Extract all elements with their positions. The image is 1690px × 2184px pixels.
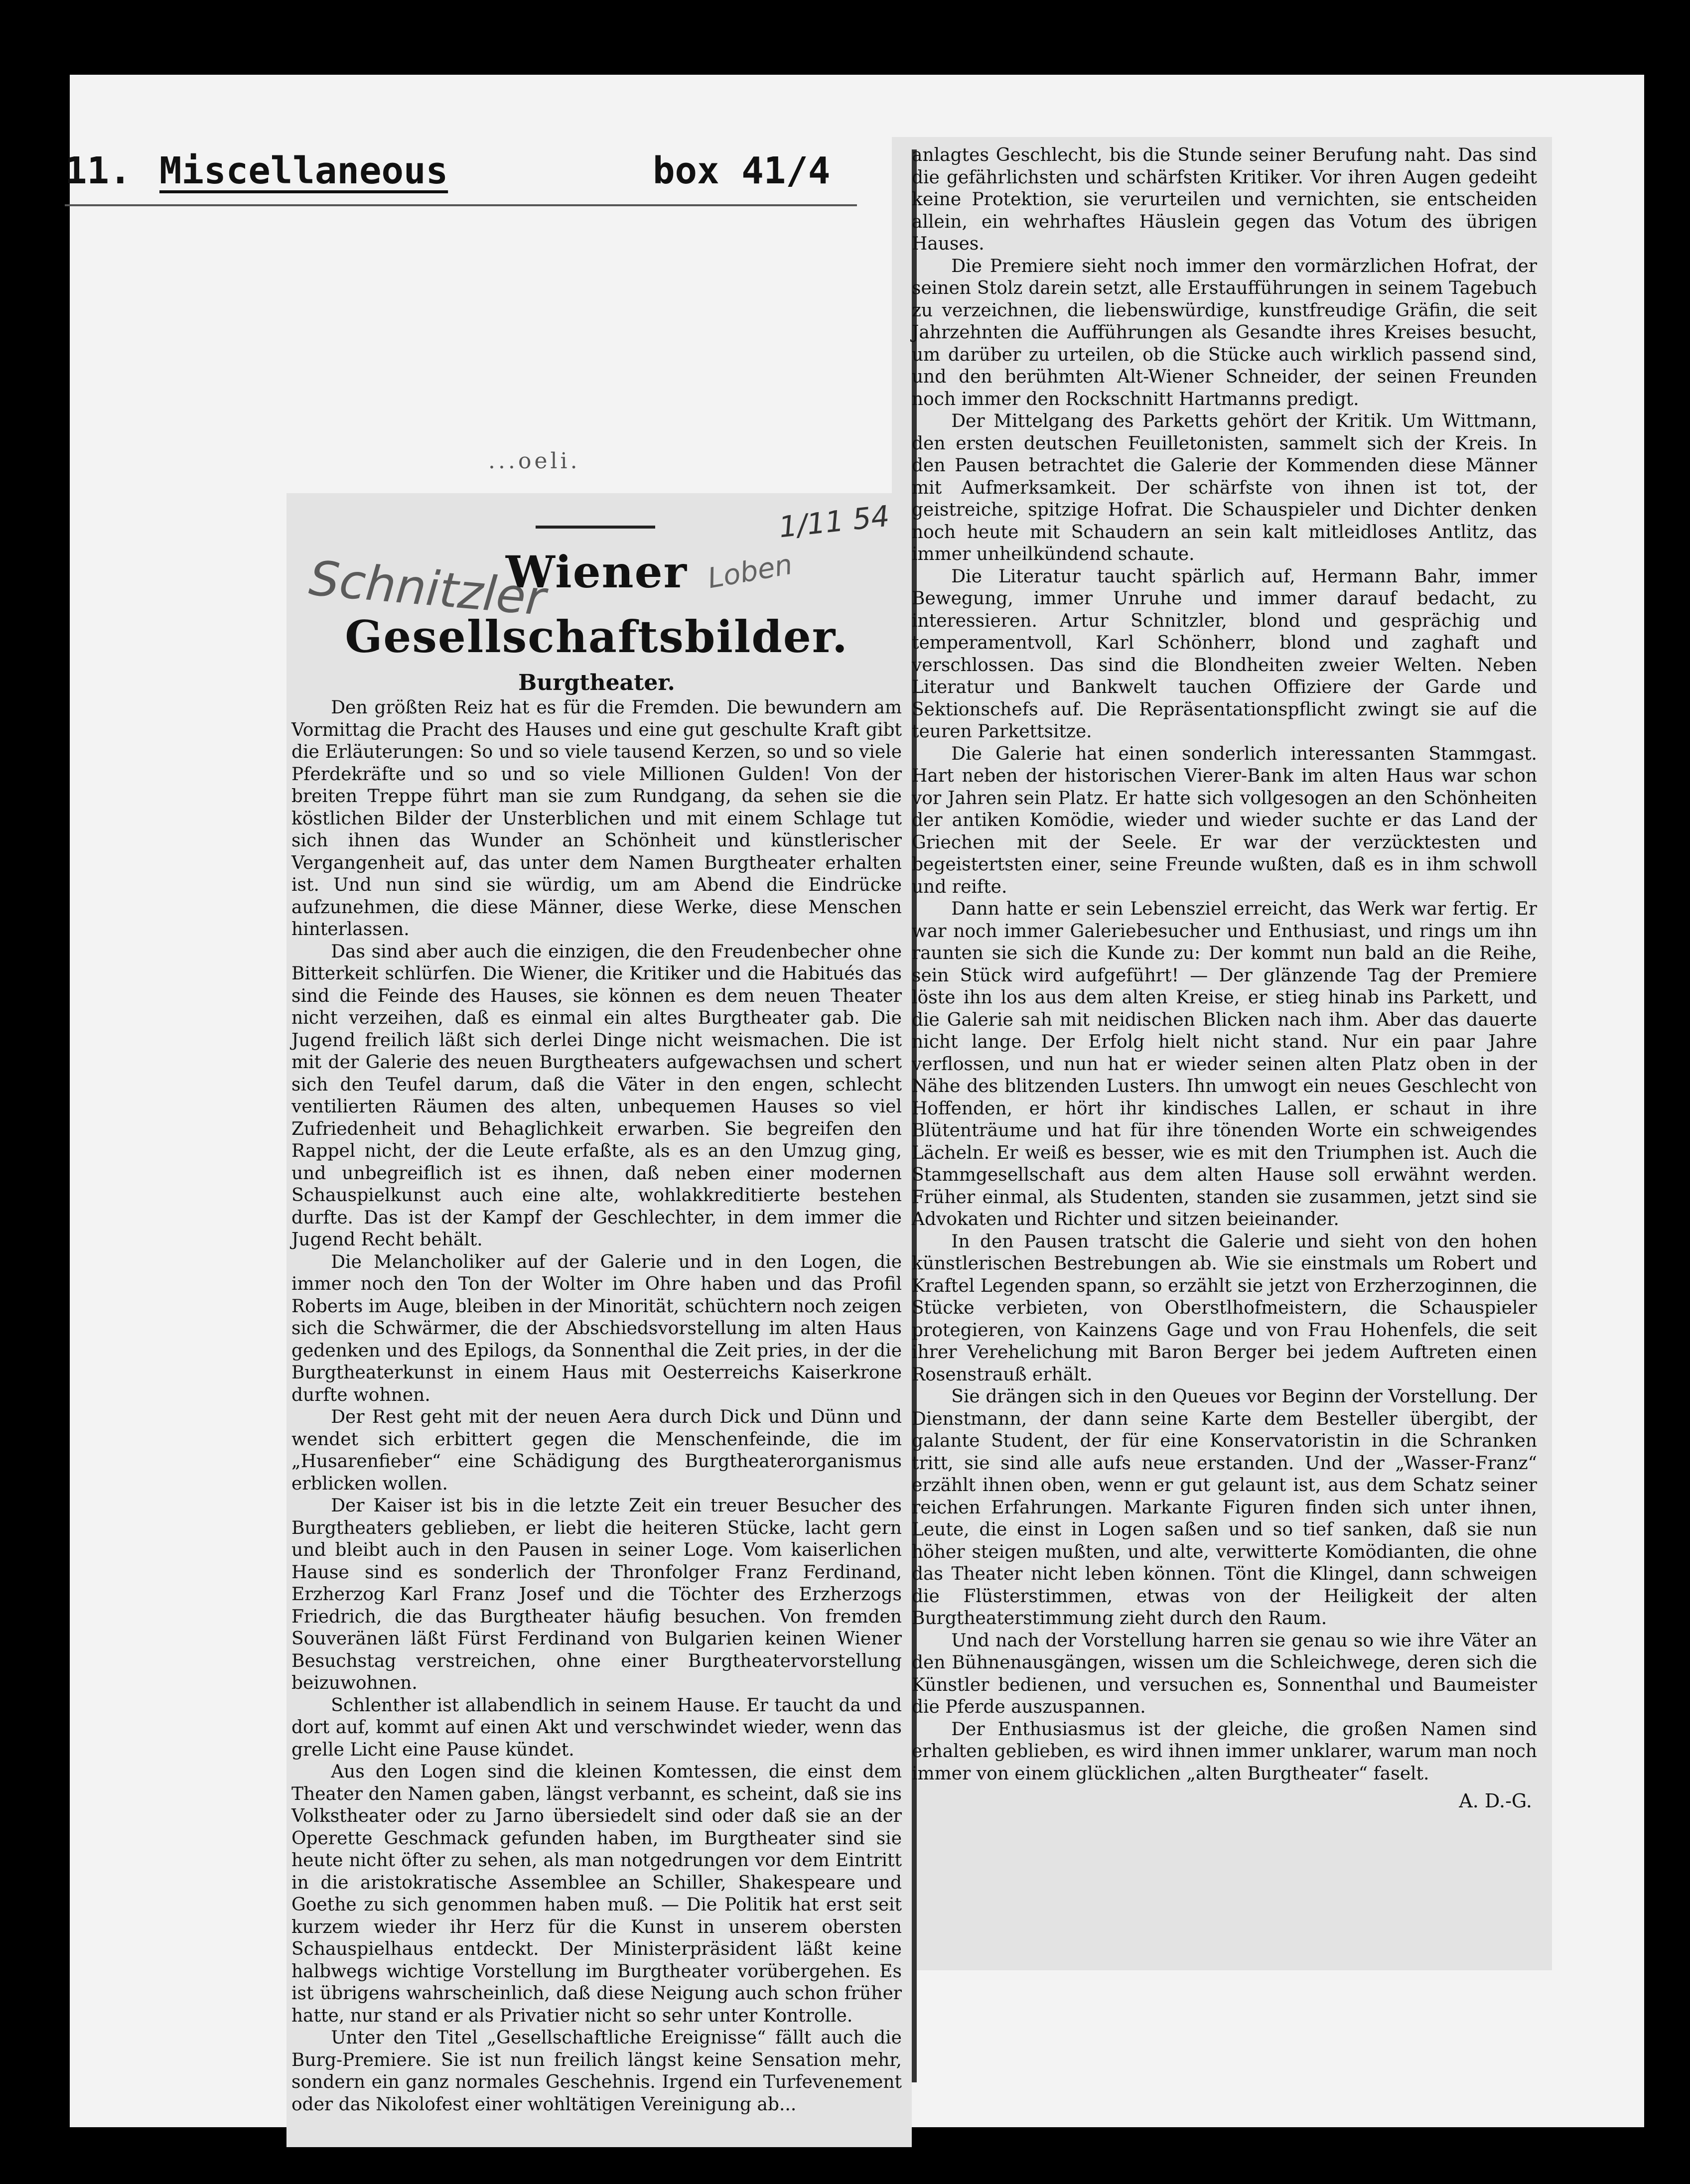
pencil-annotation-name: Schnitzler	[307, 550, 548, 627]
header-box-label: box 41/4	[653, 149, 831, 192]
header-category: Miscellaneous	[159, 149, 448, 192]
newspaper-stamp: ...oeli.	[488, 448, 580, 474]
archive-header	[65, 149, 857, 206]
paragraph: Der Enthusiasmus ist der gleiche, die großen Namen sind erhalten geblieben, es wird ihnen immer unklarer, warum man noch immer von einem glücklichen „alten Burgtheater“ faselt.	[912, 1719, 1537, 1784]
left-article-column	[291, 499, 902, 2116]
paragraph: Und nach der Vorstellung harren sie genau so wie ihre Väter an den Bühnenausgängen, wissen um die Schleichwege, deren sich die Künstler bedienen, und versuchen es, Sonnenthal und Baumeister die Pferde auszuspannen.	[912, 1630, 1537, 1717]
handwritten-date: 1/11 54	[777, 499, 891, 545]
paragraph: anlagtes Geschlecht, bis die Stunde seiner Berufung naht. Das sind die gefährlichsten und schärfsten Kritiker. Vor ihren Augen gedeiht keine Protektion, sie verurteilen und vernichten, sie entscheiden allein, ein wehrhaftes Häuslein gegen das Votum des übrigen Hauses.	[912, 145, 1537, 254]
author-signature: A. D.-G.	[1459, 1790, 1532, 1812]
paragraph: In den Pausen tratscht die Galerie und sieht von den hohen künstlerischen Bestrebungen ab. Wie sie einstmals um Robert und Kraftel Legenden spann, so erzählt sie jetzt von Erzherzoginnen, die Stücke verbieten, von Oberstlhofmeistern, die Schauspieler protegieren, von Kainzens Gage und von Frau Hohenfels, die seit ihrer Verehelichung mit Baron Berger bei jedem Auftreten einen Rosenstrauß erhält.	[912, 1231, 1537, 1385]
paragraph: Das sind aber auch die einzigen, die den Freudenbecher ohne Bitterkeit schlürfen. Die Wiener, die Kritiker und die Habitués das sind die Feinde des Hauses, sie können es dem neuen Theater nicht verzeihen, daß es einmal ein altes Burgtheater gab. Die Jugend freilich läßt sich derlei Dinge nicht weismachen. Die ist mit der Galerie des neuen Burgtheaters aufgewachsen und schert sich den Teufel darum, daß die Väter in den engen, schlecht ventilierten Räumen des alten, unbequemen Hauses so viel Zufriedenheit und Behaglichkeit erwarben. Sie begreifen den Rappel nicht, der die Leute erfaßte, als es an den Umzug ging, und unbegreiflich ist es ihnen, daß neben einer modernen Schauspielkunst auch eine alte, wohlakkreditierte bestehen durfte. Das ist der Kampf der Geschlechter, in dem immer die Jugend Recht behält.	[291, 941, 902, 1250]
paragraph: Der Mittelgang des Parketts gehört der Kritik. Um Wittmann, den ersten deutschen Feuilletonisten, sammelt sich der Kreis. In den Pausen betrachtet die Galerie der Kommenden diese Männer mit Aufmerksamkeit. Der schärfste von ihnen ist tot, der geistreiche, spitzige Hofrat. Die Schauspieler und Dichter denken noch heute mit Schaudern an sein kalt mitleidloses Antlitz, das immer unheilkündend schaute.	[912, 411, 1537, 564]
paragraph: Sie drängen sich in den Queues vor Beginn der Vorstellung. Der Dienstmann, der dann seine Karte dem Besteller übergibt, der galante Student, der für eine Konservatoristin in die Schranken tritt, sie sind alle aufs neue erstanden. Und der „Wasser-Franz“ erzählt ihnen oben, wenn er gut gelaunt ist, aus dem Schatz seiner reichen Erfahrungen. Markante Figuren finden sich unter ihnen, Leute, die einst in Logen saßen und so tief sanken, daß sie nun höher steigen mußten, und alte, verwitterte Komödianten, die ohne das Theater nicht leben können. Tönt die Klingel, dann schweigen die Flüsterstimmen, etwas von der Heiligkeit der alten Burgtheaterstimmung zieht durch den Raum.	[912, 1386, 1537, 1629]
article-subtitle: Burgtheater.	[518, 670, 675, 695]
title-rule	[536, 526, 655, 529]
article-title: Wiener Gesellschaftsbilder.	[345, 546, 848, 663]
pencil-annotation-location: Loben	[705, 548, 795, 595]
paragraph: Die Galerie hat einen sonderlich interessanten Stammgast. Hart neben der historischen Vierer-Bank im alten Haus war schon vor Jahren sein Platz. Er hatte sich vollgesogen an den Schönheiten der antiken Komödie, wieder und wieder suchte er das Land der Griechen mit der Seele. Er war der verzücktesten und begeistertsten einer, seine Freunde wußten, daß es in ihm schwoll und reifte.	[912, 743, 1537, 897]
paragraph: Dann hatte er sein Lebensziel erreicht, das Werk war fertig. Er war noch immer Galeriebesucher und Enthusiast, und rings um ihn raunten sie sich die Kunde zu: Der kommt nun bald an die Reihe, sein Stück wird aufgeführt! — Der glänzende Tag der Premiere löste ihn los aus dem alten Kreise, er stieg hinab ins Parkett, und die Galerie sah mit neidischen Blicken nach ihm. Aber das dauerte nicht lange. Der Erfolg hielt nicht stand. Nur ein paar Jahre verflossen, und nun hat er wieder seinen alten Platz oben in der Nähe des blitzenden Lusters. Ihn umwogt ein neues Geschlecht von Hoffenden, er hört ihr kindisches Lallen, er schaut in ihre Blütenträume und hat für ihre tönenden Worte ein schweigendes Lächeln. Er weiß es besser, wie es mit den Triumphen ist. Auch die Stammgesellschaft aus dem alten Hause soll erwähnt werden. Früher einmal, als Studenten, standen sie zusammen, jetzt sind sie Advokaten und Richter und sitzen beieinander.	[912, 899, 1537, 1229]
paragraph: Den größten Reiz hat es für die Fremden. Die bewundern am Vormittag die Pracht des Hauses und eine gut geschulte Kraft gibt die Erläuterungen: So und so viele tausend Kerzen, so und so viele Pferdekräfte und so und so viele Millionen Gulden! Von der breiten Treppe führt man sie zum Rundgang, da sehen sie die köstlichen Bilder der Unsterblichen und mit einem Schlage tut sich ihnen das Wunder an Schönheit und künstlerischer Vergangenheit auf, das unter dem Namen Burgtheater erhalten ist. Und nun sind sie würdig, um am Abend die Eindrücke aufzunehmen, die diese Männer, diese Werke, diese Menschen hinterlassen.	[291, 697, 902, 940]
paragraph: Schlenther ist allabendlich in seinem Hause. Er taucht da und dort auf, kommt auf einen Akt und verschwindet wieder, wenn das grelle Licht eine Pause kündet.	[291, 1695, 902, 1760]
right-article-column	[912, 144, 1537, 1812]
paragraph: Der Rest geht mit der neuen Aera durch Dick und Dünn und wendet sich erbittert gegen die Menschenfeinde, die im „Husarenfieber“ eine Schädigung des Burgtheaterorganismus erblicken wollen.	[291, 1407, 902, 1494]
paragraph: Die Literatur taucht spärlich auf, Hermann Bahr, immer Bewegung, immer Unruhe und immer darauf bedacht, zu interessieren. Artur Schnitzler, blond und gesprächig und temperamentvoll, Karl Schönherr, blond und zaghaft und verschlossen. Das sind die Blondheiten zweier Welten. Neben Literatur und Bankwelt tauchen Offiziere der Garde und Sektionschefs auf. Die Repräsentationspflicht zwingt sie auf die teuren Parkettsitze.	[912, 566, 1537, 742]
paragraph: Die Premiere sieht noch immer den vormärzlichen Hofrat, der seinen Stolz darein setzt, alle Erstaufführungen in seinem Tagebuch zu verzeichnen, die liebenswürdige, kunstfreudige Gräfin, die seit Jahrzehnten die Aufführungen als Gesandte ihres Kreises besucht, um darüber zu urteilen, ob die Stücke auch wirklich passend sind, und den berühmten Alt-Wiener Schneider, der seinen Freunden noch immer den Rockschnitt Hartmanns predigt.	[912, 256, 1537, 410]
paragraph: Unter den Titel „Gesellschaftliche Ereignisse“ fällt auch die Burg-Premiere. Sie ist nun freilich längst keine Sensation mehr, sondern ein ganz normales Geschehnis. Irgend ein Turfevenement oder das Nikolofest einer wohltätigen Vereinigung ab...	[291, 2028, 902, 2115]
header-number: 11.	[65, 149, 132, 192]
paragraph: Die Melancholiker auf der Galerie und in den Logen, die immer noch den Ton der Wolter im Ohre haben und das Profil Roberts im Auge, bleiben in der Minorität, schüchtern noch zeigen sich die Schwärmer, die der Abschiedsvorstellung im alten Haus gedenken und des Epilogs, da Sonnenthal die Zeit pries, in der die Burgtheaterkunst in einem Haus mit Oesterreichs Kaiserkrone durfte wohnen.	[291, 1251, 902, 1405]
paragraph: Aus den Logen sind die kleinen Komtessen, die einst dem Theater den Namen gaben, längst verbannt, es scheint, daß sie ins Volkstheater oder zu Jarno übersiedelt sind oder daß sie an der Operette Geschmack gefunden haben, im Burgtheater sind sie heute nicht öfter zu sehen, als man notgedrungen vor dem Eintritt in die aristokratische Assemblee an Schiller, Shakespeare und Goethe zu sich genommen haben muß. — Die Politik hat erst seit kurzem wieder ihr Herz für die Kunst in unserem obersten Schauspielhaus entdeckt. Der Ministerpräsident läßt keine halbwegs wichtige Vorstellung im Burgtheater vorübergehen. Es ist übrigens wahrscheinlich, daß diese Neigung auch schon früher hatte, nur stand er als Privatier nicht so sehr unter Kontrolle.	[291, 1762, 902, 2026]
paragraph: Der Kaiser ist bis in die letzte Zeit ein treuer Besucher des Burgtheaters geblieben, er liebt die heiteren Stücke, lacht gern und bleibt auch in den Pausen in seiner Loge. Vom kaiserlichen Hause sind es sonderlich der Thronfolger Franz Ferdinand, Erzherzog Karl Franz Josef und die Töchter des Erzherzogs Friedrich, die das Burgtheater häufig besuchen. Von fremden Souveränen läßt Fürst Ferdinand von Bulgarien keinen Wiener Besuchstag verstreichen, ohne einer Burgtheatervorstellung beizuwohnen.	[291, 1496, 902, 1693]
